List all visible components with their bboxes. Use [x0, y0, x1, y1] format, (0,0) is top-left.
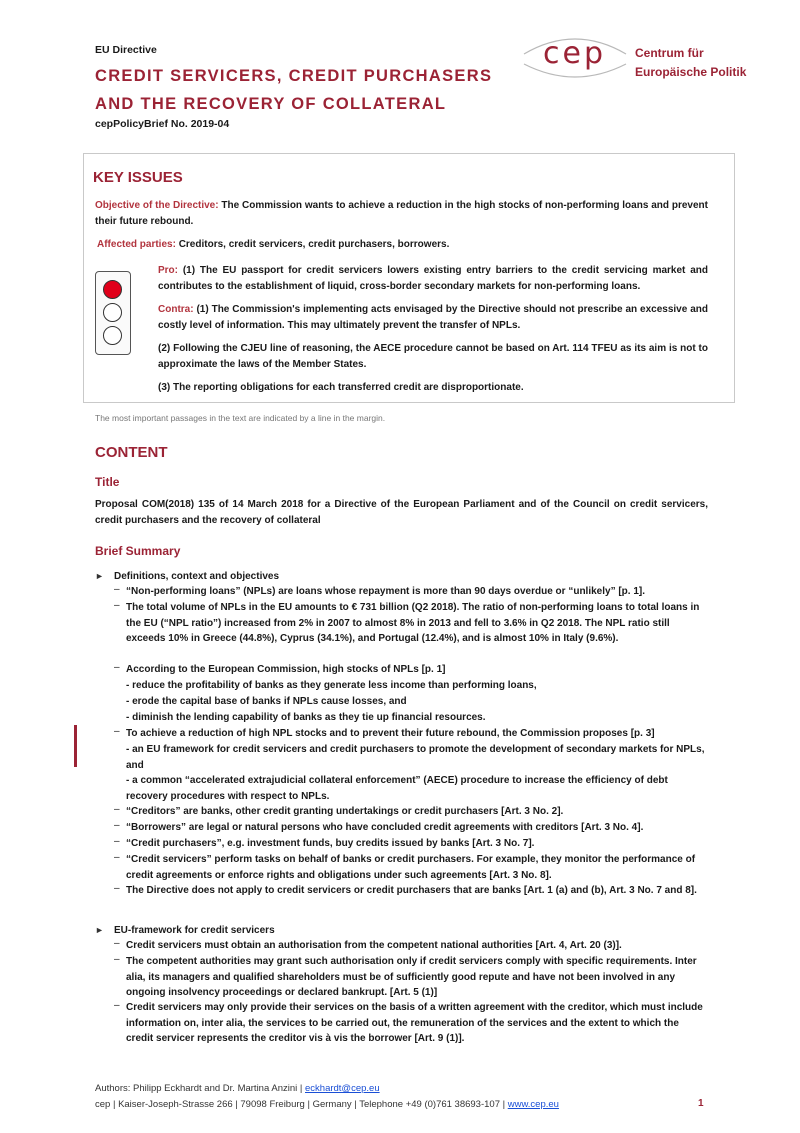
content-heading: CONTENT — [95, 444, 168, 461]
directive-label: EU Directive — [95, 44, 157, 56]
dash-marker: – — [114, 938, 120, 949]
summary-heading: Brief Summary — [95, 544, 181, 558]
sub-item: - reduce the profitability of banks as they generate less income than performing loans, — [126, 680, 537, 691]
bullet-1-item: According to the European Commission, high stocks of NPLs [p. 1] — [126, 664, 446, 675]
cep-logo — [520, 30, 630, 85]
title-line-2: AND THE RECOVERY OF COLLATERAL — [95, 95, 447, 113]
website-link[interactable]: www.cep.eu — [507, 1099, 559, 1110]
dash-marker: – — [114, 584, 120, 595]
bullet-2-item: The competent authorities may grant such authorisation only if credit servicers comply with specific requirements. Inter alia, its managers and qualified shareholders must be of sufficiently good repute and have not been involved in any ongoing insolvency proceedings or declared bankrupt. [Art. 5 (1)] — [126, 956, 697, 998]
margin-indicator-line — [74, 725, 77, 767]
contra-paragraph — [158, 302, 708, 333]
bullet-1-item: The total volume of NPLs in the EU amounts to € 731 billion (Q2 2018). The ratio of non-performing loans to total loans in the EU (“NPL ratio”) increased from 2% in 2007 to almost 8% in 2013 and fell to 3.6% in Q2 2018. The NPL ratio still exceeds 10% in Greece (44.8%), Cyprus (34.1%), and Portugal (12.4%), and is almost 10% in Italy (9.6%). — [126, 602, 700, 644]
bullet-marker: ► — [95, 571, 104, 581]
bullet-1-item: “Borrowers” are legal or natural persons who have concluded credit agreements with creditors [Art. 3 No. 4]. — [126, 822, 644, 833]
dash-marker: – — [114, 804, 120, 815]
objective-label: Objective of the Directive: — [95, 200, 219, 211]
sub-item: - diminish the lending capability of banks as they tie up financial resources. — [126, 712, 486, 723]
org-line-2: Europäische Politik — [635, 65, 747, 79]
affected-paragraph — [97, 237, 708, 253]
bullet-1-item: The Directive does not apply to credit servicers or credit purchasers that are banks [Art. 1 (a) and (b), Art. 3 No. 7 and 8]. — [126, 885, 697, 896]
contra-label: Contra: — [158, 304, 194, 315]
page-number: 1 — [698, 1098, 704, 1109]
bullet-2-item: Credit servicers may only provide their services on the basis of a written agreement with the creditor, which must include information on, inter alia, the services to be carried out, the remuneration of the services and the extent to which the credit servicer represents the creditor vis à vis the borrower [Art. 9 (1)]. — [126, 1002, 703, 1044]
affected-text: Creditors, credit servicers, credit purchasers, borrowers. — [178, 239, 450, 250]
brief-number: cepPolicyBrief No. 2019-04 — [95, 118, 230, 130]
green-lamp — [103, 326, 122, 345]
bullet-marker: ► — [95, 925, 104, 935]
document-title — [95, 62, 515, 118]
pro-paragraph — [158, 263, 708, 294]
margin-note: The most important passages in the text are indicated by a line in the margin. — [95, 413, 386, 423]
address-text: cep | Kaiser-Joseph-Strasse 266 | 79098 Freiburg | Germany | Telephone +49 (0)761 38693-107 | — [95, 1099, 506, 1110]
bullet-1-item: “Credit purchasers”, e.g. investment funds, buy credits issued by banks [Art. 3 No. 7]. — [126, 838, 535, 849]
bullet-2-heading: EU-framework for credit servicers — [114, 925, 275, 936]
dash-marker: – — [114, 883, 120, 894]
bullet-1-item: “Non-performing loans” (NPLs) are loans whose repayment is more than 90 days overdue or “unlikely” [p. 1]. — [126, 586, 646, 597]
affected-label: Affected parties: — [97, 239, 176, 250]
dash-marker: – — [114, 954, 120, 965]
pro-text: (1) The EU passport for credit servicers lowers existing entry barriers to the credit servicing market and contributes to the establishment of liquid, cross-border secondary markets for non-performing loans. — [158, 265, 708, 292]
bullet-2-item: Credit servicers must obtain an authorisation from the competent national authorities [Art. 4, Art. 20 (3)]. — [126, 940, 622, 951]
org-line-1: Centrum für — [635, 46, 704, 60]
dash-marker: – — [114, 820, 120, 831]
dash-marker: – — [114, 1000, 120, 1011]
title-heading: Title — [95, 475, 120, 489]
objective-text: The Commission wants to achieve a reduction in the high stocks of non-performing loans and prevent their future rebound. — [95, 200, 708, 227]
dash-marker: – — [114, 600, 120, 611]
footer-address — [95, 1099, 559, 1110]
contra-2-paragraph: (2) Following the CJEU line of reasoning, the AECE procedure cannot be based on Art. 114 TFEU as its aim is not to approximate the laws of the Member States. — [158, 343, 708, 370]
pro-label: Pro: — [158, 265, 178, 276]
title-line-1: CREDIT SERVICERS, CREDIT PURCHASERS — [95, 67, 493, 85]
authors-text: Authors: Philipp Eckhardt and Dr. Martina Anzini | — [95, 1083, 303, 1094]
footer-authors — [95, 1083, 380, 1094]
dash-marker: – — [114, 852, 120, 863]
dash-marker: – — [114, 726, 120, 737]
title-text: Proposal COM(2018) 135 of 14 March 2018 for a Directive of the European Parliament and of the Council on credit servicers, credit purchasers and the recovery of collateral — [95, 499, 708, 526]
bullet-1-heading: Definitions, context and objectives — [114, 571, 280, 582]
objective-paragraph — [95, 198, 708, 229]
dash-marker: – — [114, 836, 120, 847]
dash-marker: – — [114, 662, 120, 673]
yellow-lamp — [103, 303, 122, 322]
contra-text: (1) The Commission's implementing acts envisaged by the Directive should not prescribe an excessive and costly level of information. This may ultimately prevent the transfer of NPLs. — [158, 304, 708, 331]
organization-name — [635, 44, 746, 82]
bullet-1-item: “Creditors” are banks, other credit granting undertakings or credit purchasers [Art. 3 No. 2]. — [126, 806, 564, 817]
bullet-1-item: “Credit servicers” perform tasks on behalf of banks or credit purchasers. For example, they monitor the performance of credit agreements or enforce rights and obligations under such agreements [Art. 3 No. 8]. — [126, 854, 696, 881]
author-email-link[interactable]: eckhardt@cep.eu — [305, 1083, 380, 1094]
contra-3-paragraph: (3) The reporting obligations for each transferred credit are disproportionate. — [158, 382, 524, 393]
sub-item: - a common “accelerated extrajudicial collateral enforcement” (AECE) procedure to increase the efficiency of debt recovery procedures with respect to NPLs. — [126, 775, 668, 802]
traffic-light-icon — [95, 271, 131, 355]
logo-text: cep — [543, 36, 606, 71]
sub-item: - erode the capital base of banks if NPLs cause losses, and — [126, 696, 407, 707]
red-lamp — [103, 280, 122, 299]
bullet-1-item: To achieve a reduction of high NPL stocks and to prevent their future rebound, the Commission proposes [p. 3] — [126, 728, 655, 739]
sub-item: - an EU framework for credit servicers and credit purchasers to promote the development of secondary markets for NPLs, and — [126, 744, 705, 771]
key-issues-heading: KEY ISSUES — [93, 169, 183, 186]
